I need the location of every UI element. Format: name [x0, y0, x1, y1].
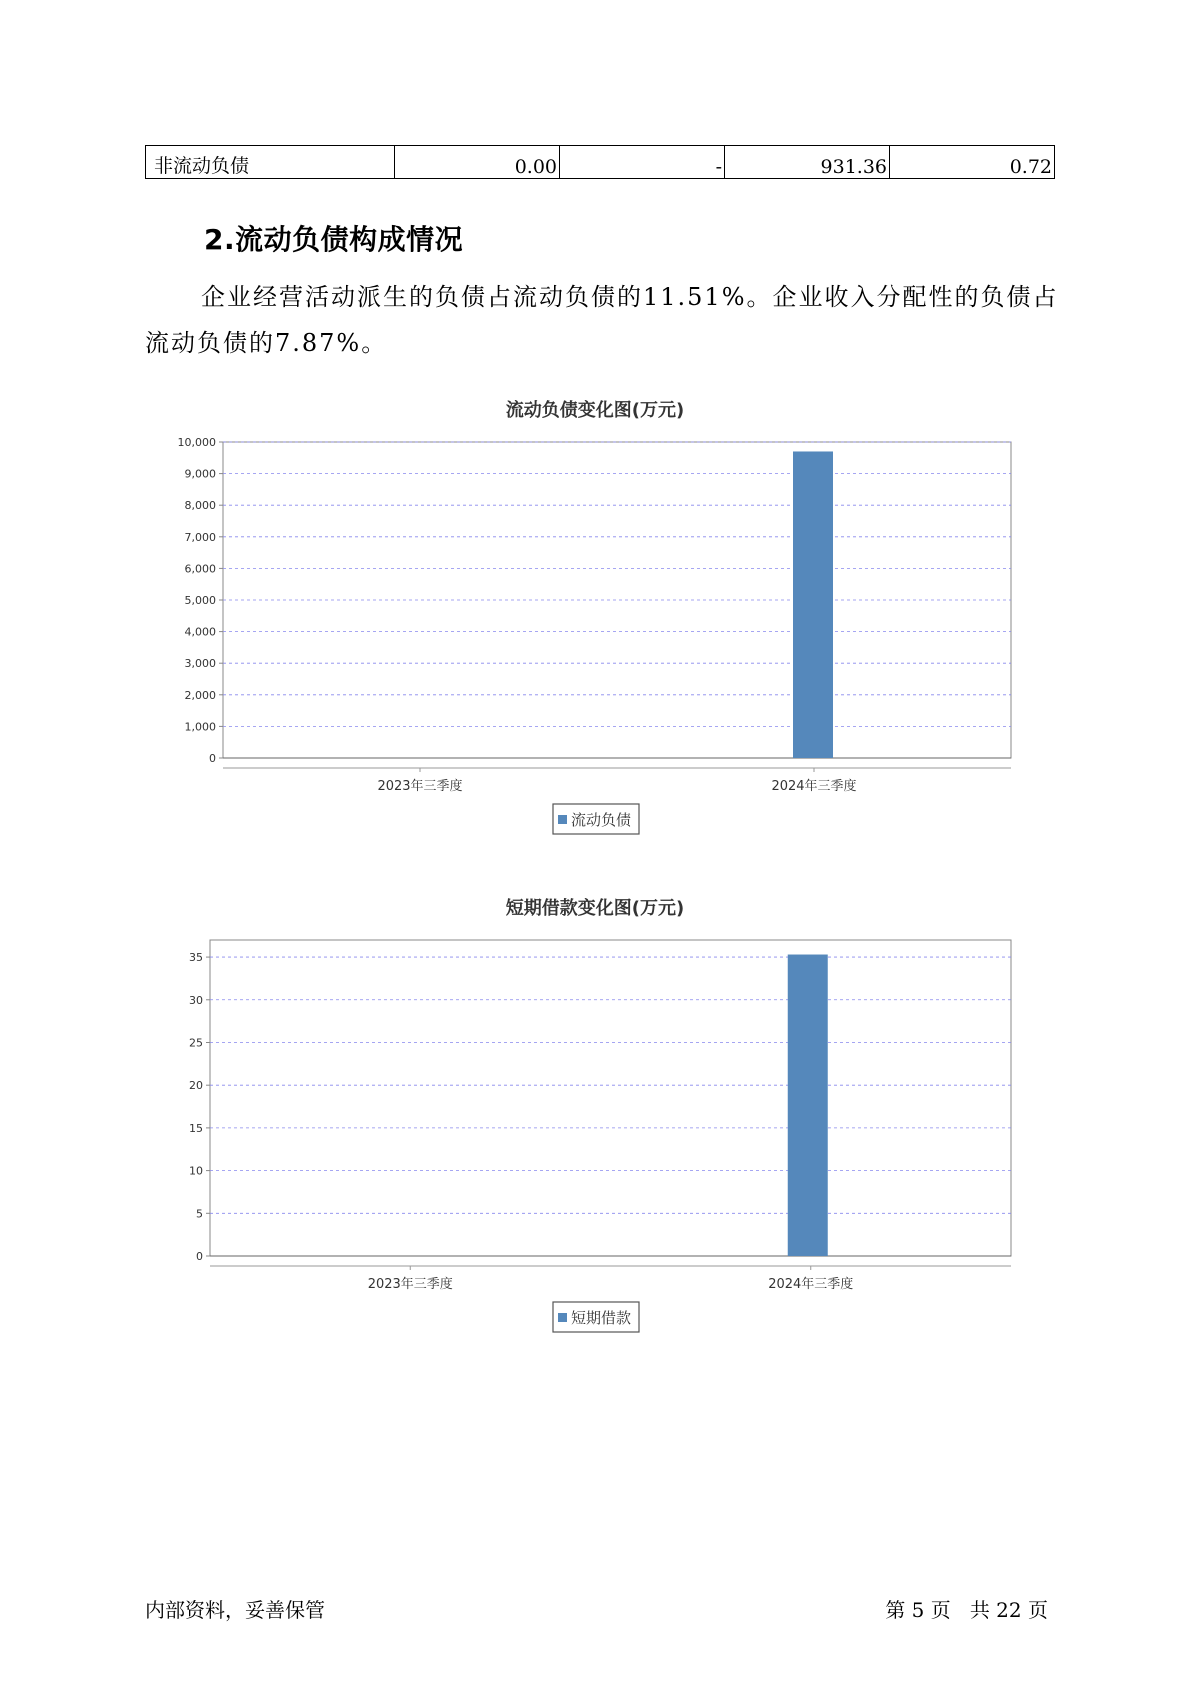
- chart-title: 流动负债变化图(万元): [505, 400, 685, 421]
- legend: [553, 1302, 639, 1332]
- chart-svg: [145, 888, 1045, 1348]
- cell-value: -: [560, 146, 725, 179]
- legend: [553, 804, 639, 834]
- cell-value: 931.36: [725, 146, 890, 179]
- chart-svg: [145, 390, 1045, 850]
- x-tick-label: 2023年三季度: [377, 779, 463, 794]
- plot-area: [223, 442, 1011, 758]
- y-tick-label: 10,000: [177, 436, 216, 449]
- y-tick-label: 6,000: [184, 562, 216, 576]
- y-tick-label: 1,000: [184, 720, 216, 734]
- current-liabilities-chart: [145, 390, 1045, 850]
- y-tick-label: 0: [209, 752, 216, 765]
- y-tick-label: 20: [189, 1079, 203, 1093]
- legend-label: 流动负债: [571, 811, 632, 829]
- y-tick-label: 5,000: [184, 594, 216, 607]
- cell-value: 0.72: [890, 146, 1055, 179]
- y-tick-label: 8,000: [184, 499, 216, 513]
- y-tick-label: 10: [189, 1164, 203, 1178]
- chart-title: 短期借款变化图(万元): [505, 898, 685, 919]
- x-tick-label: 2023年三季度: [367, 1277, 453, 1292]
- y-tick-label: 9,000: [184, 467, 216, 481]
- liability-table: [145, 145, 1055, 179]
- footer-confidential: 内部资料，妥善保管: [145, 1598, 325, 1622]
- bar: [793, 451, 833, 758]
- y-tick-label: 0: [196, 1250, 203, 1263]
- legend-swatch: [558, 815, 567, 824]
- plot-area: [210, 940, 1011, 1256]
- section-paragraph: 企业经营活动派生的负债占流动负债的11.51%。企业收入分配性的负债占流动负债的7.87%。: [145, 283, 1059, 357]
- table-row: [146, 146, 1055, 179]
- legend-label: 短期借款: [571, 1309, 632, 1327]
- cell-value: 0.00: [395, 146, 560, 179]
- y-tick-label: 4,000: [184, 625, 216, 639]
- footer-page-number: 第 5 页 共 22 页: [885, 1598, 1048, 1622]
- row-label: 非流动负债: [146, 146, 395, 179]
- bar: [788, 955, 828, 1256]
- section-heading: 2.流动负债构成情况: [204, 223, 464, 256]
- short-term-borrowing-chart: [145, 888, 1045, 1348]
- y-tick-label: 5: [196, 1207, 203, 1221]
- legend-swatch: [558, 1313, 567, 1322]
- x-tick-label: 2024年三季度: [771, 779, 857, 794]
- y-tick-label: 7,000: [184, 530, 216, 544]
- y-tick-label: 25: [189, 1036, 203, 1050]
- y-tick-label: 30: [189, 993, 203, 1007]
- y-tick-label: 35: [189, 951, 203, 965]
- y-tick-label: 15: [189, 1121, 203, 1135]
- y-tick-label: 3,000: [184, 657, 216, 671]
- y-tick-label: 2,000: [184, 688, 216, 702]
- x-tick-label: 2024年三季度: [768, 1277, 854, 1292]
